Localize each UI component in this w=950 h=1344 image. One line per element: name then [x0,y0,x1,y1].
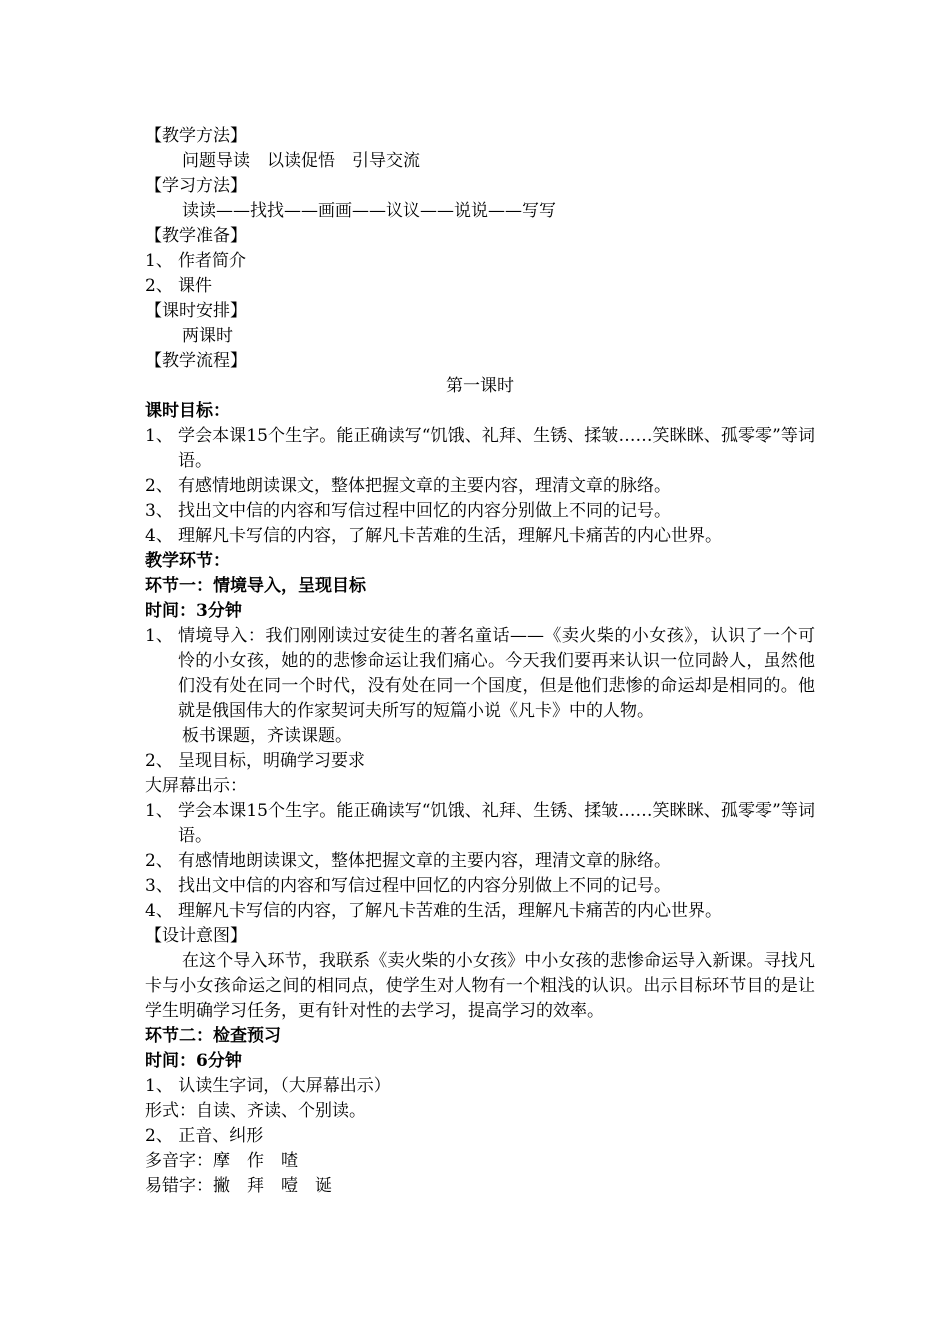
goals-heading: 课时目标： [145,401,230,421]
step2-time: 时间：6分钟 [145,1051,242,1071]
goal-item [145,474,815,499]
screen-label: 大屏幕出示： [145,776,247,796]
step2-item1: 1、 认读生字词，（大屏幕出示） [145,1076,391,1096]
list-number: 4、 [145,526,173,546]
step1-time: 时间：3分钟 [145,601,242,621]
list-text: 学会本课15个生字。能正确读写“饥饿、礼拜、生锈、揉皱……笑眯眯、孤零零”等词语。 [178,426,815,471]
step1-item [145,624,815,724]
step1-board: 板书课题，齐读课题。 [182,726,352,746]
goal-item [145,499,815,524]
screen-goal-item [145,899,815,924]
method-text: 问题导读 以读促悟 引导交流 [182,151,420,171]
study-heading: 【学习方法】 [145,176,247,196]
screen-goal-item [145,799,815,849]
list-text: 作者简介 [178,251,246,271]
schedule-text: 两课时 [182,326,233,346]
document-page [145,124,815,1199]
schedule-heading: 【课时安排】 [145,301,247,321]
step1-item [145,749,815,774]
error-prone-line: 易错字：撇 拜 噎 诞 [145,1176,332,1196]
list-number: 1、 [145,801,173,821]
list-text: 情境导入：我们刚刚读过安徒生的著名童话——《卖火柴的小女孩》，认识了一个可怜的小女孩，她的的悲惨命运让我们痛心。今天我们要再来认识一位同龄人，虽然他们没有处在同一个时代，没有处在同一个国度，但是他们悲惨的命运却是相同的。他就是俄国伟大的作家契诃夫所写的短篇小说《凡卡》中的人物。 [178,626,815,721]
prep-item [145,249,815,274]
study-text: 读读——找找——画画——议议——说说——写写 [182,201,556,221]
prep-item [145,274,815,299]
design-text: 在这个导入环节，我联系《卖火柴的小女孩》中小女孩的悲惨命运导入新课。寻找凡卡与小女孩命运之间的相同点，使学生对人物有一个粗浅的认识。出示目标环节目的是让学生明确学习任务，更有针对性的去学习，提高学习的效率。 [145,951,815,1021]
screen-goal-item [145,874,815,899]
step1-heading: 环节一：情境导入，呈现目标 [145,576,366,596]
list-text: 有感情地朗读课文，整体把握文章的主要内容，理清文章的脉络。 [178,851,671,871]
method-heading: 【教学方法】 [145,126,247,146]
list-number: 3、 [145,876,173,896]
goal-item [145,524,815,549]
list-number: 1、 [145,626,173,646]
list-number: 4、 [145,901,173,921]
list-number: 2、 [145,851,173,871]
prep-heading: 【教学准备】 [145,226,247,246]
list-text: 有感情地朗读课文，整体把握文章的主要内容，理清文章的脉络。 [178,476,671,496]
list-text: 理解凡卡写信的内容，了解凡卡苦难的生活，理解凡卡痛苦的内心世界。 [178,901,722,921]
lesson-title: 第一课时 [446,376,514,396]
list-number: 2、 [145,476,173,496]
list-text: 课件 [178,276,212,296]
step2-item2: 2、 正音、纠形 [145,1126,264,1146]
list-text: 呈现目标，明确学习要求 [178,751,365,771]
list-number: 2、 [145,276,173,296]
flow-heading: 【教学流程】 [145,351,247,371]
list-number: 1、 [145,426,173,446]
list-text: 理解凡卡写信的内容，了解凡卡苦难的生活，理解凡卡痛苦的内心世界。 [178,526,722,546]
list-text: 学会本课15个生字。能正确读写“饥饿、礼拜、生锈、揉皱……笑眯眯、孤零零”等词语。 [178,801,815,846]
list-number: 2、 [145,751,173,771]
step2-heading: 环节二：检查预习 [145,1026,281,1046]
list-text: 找出文中信的内容和写信过程中回忆的内容分别做上不同的记号。 [178,876,671,896]
polyphone-line: 多音字：摩 作 喳 [145,1151,298,1171]
list-number: 3、 [145,501,173,521]
screen-goal-item [145,849,815,874]
steps-heading: 教学环节： [145,551,230,571]
step2-form: 形式：自读、齐读、个别读。 [145,1101,366,1121]
list-number: 1、 [145,251,173,271]
design-heading: 【设计意图】 [145,926,247,946]
list-text: 找出文中信的内容和写信过程中回忆的内容分别做上不同的记号。 [178,501,671,521]
goal-item [145,424,815,474]
